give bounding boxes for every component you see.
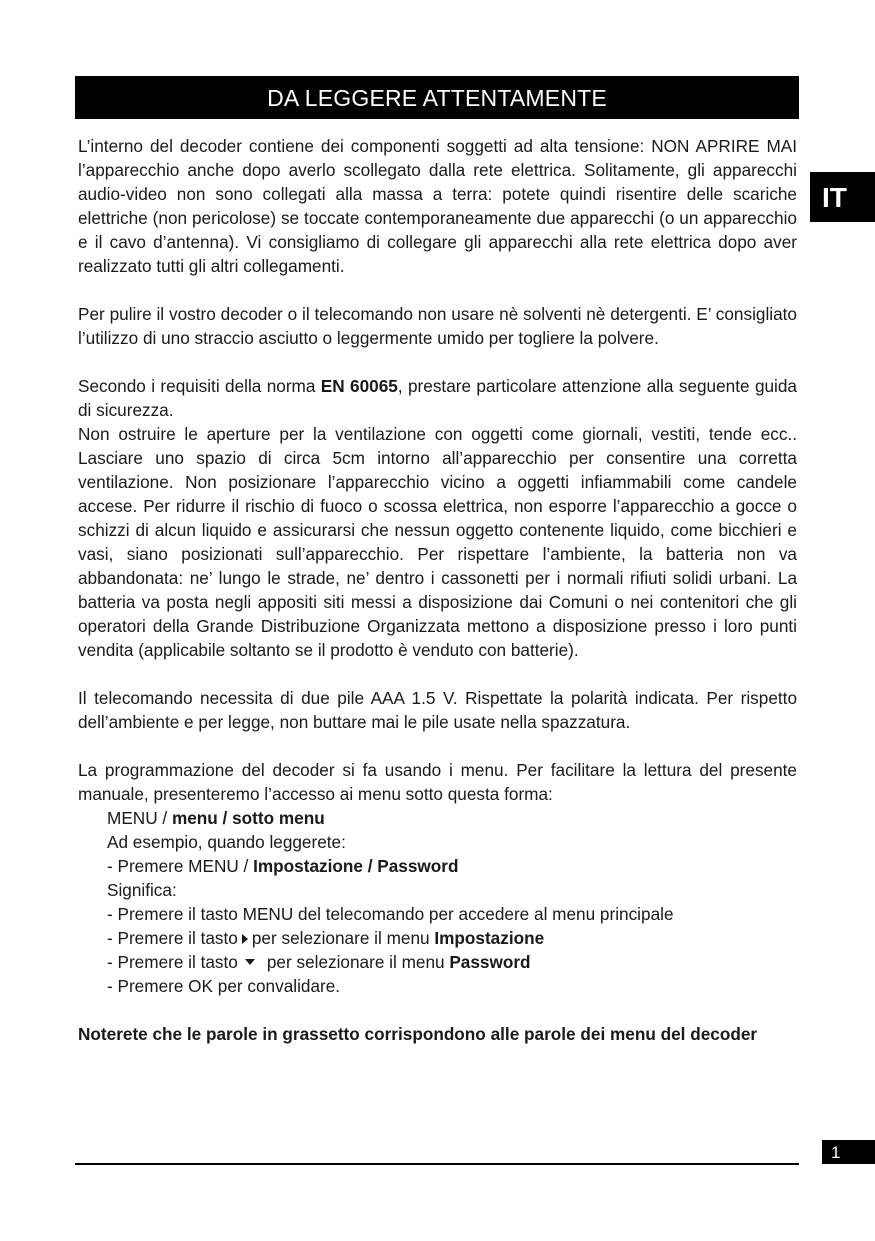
document-body: [78, 134, 797, 1046]
page-title-bar: [75, 76, 799, 119]
arrow-right-icon: [242, 934, 248, 944]
example-line: - Premere il tasto per selezionare il menu Password: [107, 952, 531, 972]
language-tab: IT: [810, 172, 875, 222]
example-line: Ad esempio, quando leggerete:: [107, 832, 346, 852]
paragraph-safety: Non ostruire le aperture per la ventilazione con oggetti come giornali, vestiti, tende ecc.. Lasciare uno spazio di circa 5cm intorno all’apparecchio per consentire una corretta ventilazione. Non posizionare l’apparecchio vicino a oggetti infiammabili come candele accese. Per ridurre il rischio di fuoco o scossa elettrica, non esporre l’apparecchio a gocce o schizzi di alcun liquido e assicurarsi che nessun oggetto contenente liquido, come bicchieri e vasi, siano posizionati sull’apparecchio. Per rispettare l’ambiente, la batteria non va abbandonata: ne’ lungo le strade, ne’ dentro i cassonetti per i normali rifiuti solidi urbani. La batteria va posta negli appositi siti messi a disposizione dai Comuni o nei contenitori che gli operatori della Grande Distribuzione Organizzata mettono a disposizione presso i loro punti vendita (applicabile soltanto se il prodotto è venduto con batterie).: [78, 424, 797, 660]
paragraph-norm: Secondo i requisiti della norma EN 60065, prestare particolare attenzione alla seguente guida di sicurezza.: [78, 376, 797, 420]
page-title: DA LEGGERE ATTENTAMENTE: [267, 85, 607, 111]
example-line: - Premere MENU / Impostazione / Password: [107, 856, 459, 876]
paragraph-menu-intro: La programmazione del decoder si fa usando i menu. Per facilitare la lettura del presente manuale, presenteremo l’accesso ai menu sotto questa forma:: [78, 760, 797, 804]
paragraph-high-voltage: L’interno del decoder contiene dei componenti soggetti ad alta tensione: NON APRIRE MAI l’apparecchio anche dopo averlo scollegato dalla rete elettrica. Solitamente, gli apparecchi audio-video non sono collegati alla massa a terra: potete quindi risentire delle scariche elettriche (non pericolose) se toccate contemporaneamente due apparecchi (o un apparecchio e il cavo d’antenna). Vi consigliamo di collegare gli apparecchi alla rete elettrica dopo aver realizzato tutti gli altri collegamenti.: [78, 136, 797, 276]
example-line: - Premere il tasto MENU del telecomando per accedere al menu principale: [107, 904, 674, 924]
example-line: - Premere il tasto per selezionare il menu Impostazione: [107, 928, 545, 948]
example-line: MENU / menu / sotto menu: [107, 808, 325, 828]
arrow-down-icon: [245, 959, 255, 965]
bold-note: Noterete che le parole in grassetto corrispondono alle parole dei menu del decoder: [78, 1024, 758, 1044]
paragraph-batteries: Il telecomando necessita di due pile AAA 1.5 V. Rispettate la polarità indicata. Per rispetto dell’ambiente e per legge, non buttare mai le pile usate nella spazzatura.: [78, 688, 797, 732]
footer-divider: [75, 1163, 799, 1165]
paragraph-cleaning: Per pulire il vostro decoder o il telecomando non usare nè solventi nè detergenti. E’ consigliato l’utilizzo di uno straccio asciutto o leggermente umido per togliere la polvere.: [78, 304, 797, 348]
norm-code: EN 60065: [320, 376, 398, 396]
menu-example: [78, 806, 797, 998]
example-line: - Premere OK per convalidare.: [107, 976, 341, 996]
example-line: Significa:: [107, 880, 177, 900]
page-number: 1: [822, 1140, 875, 1164]
